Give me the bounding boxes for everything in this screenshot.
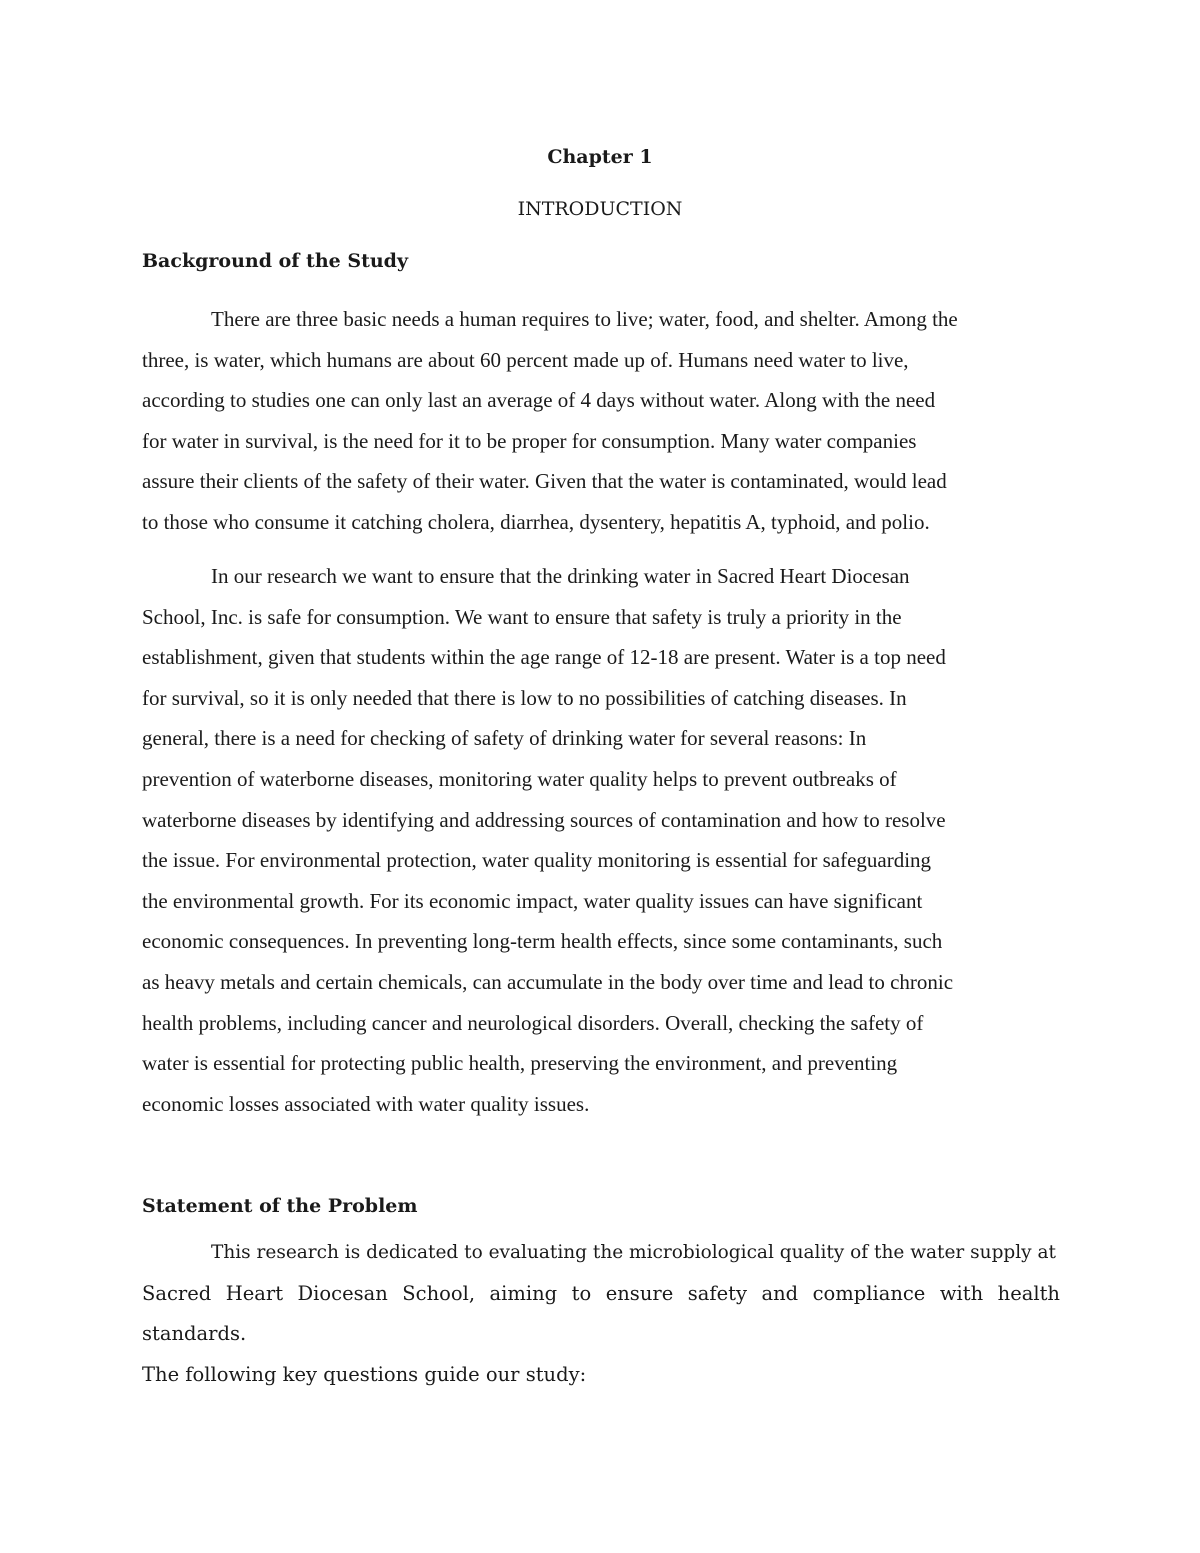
text-line: This research is dedicated to evaluating the microbiological quality of the water supply at (211, 1242, 1056, 1263)
text-line: In our research we want to ensure that the drinking water in Sacred Heart Diocesan (211, 564, 910, 588)
text-line: the issue. For environmental protection, water quality monitoring is essential for safeguarding (142, 848, 932, 873)
text-line: economic losses associated with water quality issues. (142, 1091, 590, 1116)
text-line: assure their clients of the safety of their water. Given that the water is contaminated, would lead (142, 469, 947, 494)
chapter-number: Chapter 1 (547, 146, 653, 168)
text-line: economic consequences. In preventing long-term health effects, since some contaminants, such (142, 929, 943, 954)
paragraph-background-1 (142, 299, 1060, 543)
text-line: prevention of waterborne diseases, monitoring water quality helps to prevent outbreaks of (142, 766, 897, 791)
section-heading-background: Background of the Study (142, 250, 408, 272)
text-line: Sacred Heart Diocesan School, aiming to ensure safety and compliance with health standards. (142, 1281, 1060, 1346)
text-line: three, is water, which humans are about 60 percent made up of. Humans need water to live, (142, 347, 909, 372)
paragraph-background-2 (142, 556, 1060, 1124)
text-line: to those who consume it catching cholera, diarrhea, dysentery, hepatitis A, typhoid, and polio. (142, 509, 930, 534)
text-line: general, there is a need for checking of safety of drinking water for several reasons: In (142, 726, 867, 751)
text-line: waterborne diseases by identifying and addressing sources of contamination and how to resolve (142, 807, 946, 832)
text-line: water is essential for protecting public health, preserving the environment, and preventing (142, 1051, 898, 1076)
paragraph-problem-1 (142, 1233, 1060, 1395)
text-line: There are three basic needs a human requires to live; water, food, and shelter. Among the (211, 307, 958, 331)
text-line: for water in survival, is the need for it to be proper for consumption. Many water companies (142, 428, 917, 453)
chapter-title: INTRODUCTION (517, 198, 683, 220)
text-line: according to studies one can only last an average of 4 days without water. Along with the need (142, 388, 936, 413)
text-line: health problems, including cancer and neurological disorders. Overall, checking the safety of (142, 1010, 924, 1035)
section-heading-problem: Statement of the Problem (142, 1195, 418, 1217)
text-line: for survival, so it is only needed that there is low to no possibilities of catching diseases. In (142, 685, 907, 710)
text-line: School, Inc. is safe for consumption. We want to ensure that safety is truly a priority in the (142, 604, 902, 629)
text-line: as heavy metals and certain chemicals, can accumulate in the body over time and lead to chronic (142, 969, 954, 994)
text-line: The following key questions guide our study: (142, 1362, 587, 1386)
text-line: establishment, given that students within the age range of 12-18 are present. Water is a top need (142, 645, 946, 670)
text-line: the environmental growth. For its economic impact, water quality issues can have significant (142, 888, 923, 913)
